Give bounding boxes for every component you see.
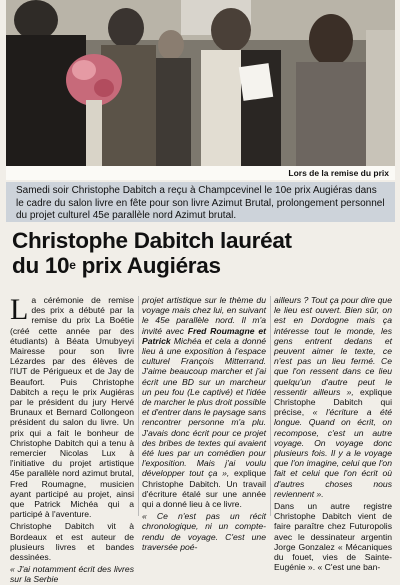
col2-p1-italic-1: projet artistique sur le thème du voyage mais chez lui, en suivant le 45e parallèle nord. Il m'a invité avec bbox=[142, 295, 266, 336]
column-divider bbox=[138, 296, 139, 516]
col2-p2-text: « Ce n'est pas un récit chronologique, ni un compte-rendu de voyage. C'est une traversée poé- bbox=[142, 511, 266, 552]
photo-caption-text: Lors de la remise du prix bbox=[288, 168, 389, 178]
headline-line2-post: prix Augiéras bbox=[75, 253, 221, 278]
col3-paragraph-2: Dans un autre registre Christophe Dabitch vient de faire paraître chez Futuropolis avec le dessinateur argentin Jorge Gonzalez « Mécaniques du fouet, vies de Sainte-Eugénie ». « C'est une ban- bbox=[274, 501, 392, 573]
col3-p1-italic-2: « l'écriture a été longue. Quand on écrit, on recompose, c'est un autre voyage. On voyage donc plusieurs fois. Il y a le voyage que l'on imagine, celui que l'on fait et celui que l'on écrit où d'autres choses nous reviennent ». bbox=[274, 407, 392, 499]
col2-p1-tail: explique Christophe Dabitch. Un travail d'écriture étalé sur une année qui a donné lieu à ce livre. bbox=[142, 468, 266, 510]
article-column-1 bbox=[10, 293, 134, 585]
headline-line2 bbox=[12, 253, 392, 278]
col1-paragraph-1 bbox=[10, 295, 134, 519]
col1-paragraph-2: Christophe Dabitch vit à Bordeaux et est auteur de plusieurs livres et bandes dessinées. bbox=[10, 521, 134, 563]
col2-p1-bold: Fred Roumagne et Patrick bbox=[142, 325, 266, 346]
headline-line2-pre: du 10 bbox=[12, 253, 70, 278]
col1-p3-text: « J'ai notamment écrit des livres sur la Serbie bbox=[10, 564, 134, 585]
col3-p1-italic: ailleurs ? Tout ça pour dire que le lieu est ouvert. Bien sûr, on est en Dordogne mais ça intéresse tout le monde, les gens entrent dedans et peuvent aimer le texte, ce n'est pas un lieu fermé. Ce que l'on ressent dans ce lieu quelqu'un d'autre peut le ressentir ailleurs », bbox=[274, 295, 392, 397]
headline-line1: Christophe Dabitch lauréat bbox=[12, 228, 292, 253]
col1-paragraph-3 bbox=[10, 564, 134, 584]
col2-paragraph-2 bbox=[142, 511, 266, 552]
col1-p1-text: a cérémonie de remise des prix a débuté par la remise du prix La Boétie (créé cette année par des étudiants) à Béata Umubyeyi Mairesse pour son livre Lézardes par des élèves de l'IUT de Périgueux et de Jay de Beaufort. Puis Christophe Dabitch a reçu le prix Augiéras par le président du jury Hervé Brunaux et Bernard Collongeon président du salon du livre. Un prix qui a fait le bonheur de Christophe Dabitch qui a tenu à remercier Nicolas Lux à l'initiative du projet artistique 45e parallèle nord azimut brutal, Fred Roumagne, musicien ayant participé au projet, ainsi que Patrick Michéa qui a participé à l'aventure. bbox=[10, 295, 134, 520]
col2-p1-italic-2: Michéa et cela a donné lieu à une exposition à l'espace culturel François Mitterrand. J'aime beaucoup marcher et j'ai écrit une BD sur un marcheur un peu fou (Le captivé) et l'idée de marcher le plus droit possible et d'entrer dans le paysage sans rencontrer personne m'a plu. J'avais donc écrit pour ce projet des bribes de textes qui avaient été lues par un comédien pour l'exposition. Mais j'ai voulu développer tout ça », bbox=[142, 335, 266, 479]
article-column-2 bbox=[142, 295, 266, 552]
headline-superscript: e bbox=[69, 258, 76, 272]
article-column-3 bbox=[274, 295, 392, 573]
article-headline bbox=[12, 228, 392, 278]
photo-caption bbox=[6, 166, 395, 180]
col2-paragraph-1 bbox=[142, 295, 266, 509]
col3-paragraph-1 bbox=[274, 295, 392, 499]
col3-p1-text: explique Christophe Dabitch qui précise, bbox=[274, 386, 392, 418]
lead-paragraph: Samedi soir Christophe Dabitch a reçu à Champcevinel le 10e prix Augiéras dans le cadre du salon livre en fête pour son livre Azimut Brutal, prolongement personnel du projet culturel 45e parallèle nord Azimut brutal. bbox=[6, 182, 395, 222]
drop-cap: L bbox=[10, 293, 29, 326]
event-photo bbox=[6, 0, 395, 166]
column-divider bbox=[270, 296, 271, 516]
